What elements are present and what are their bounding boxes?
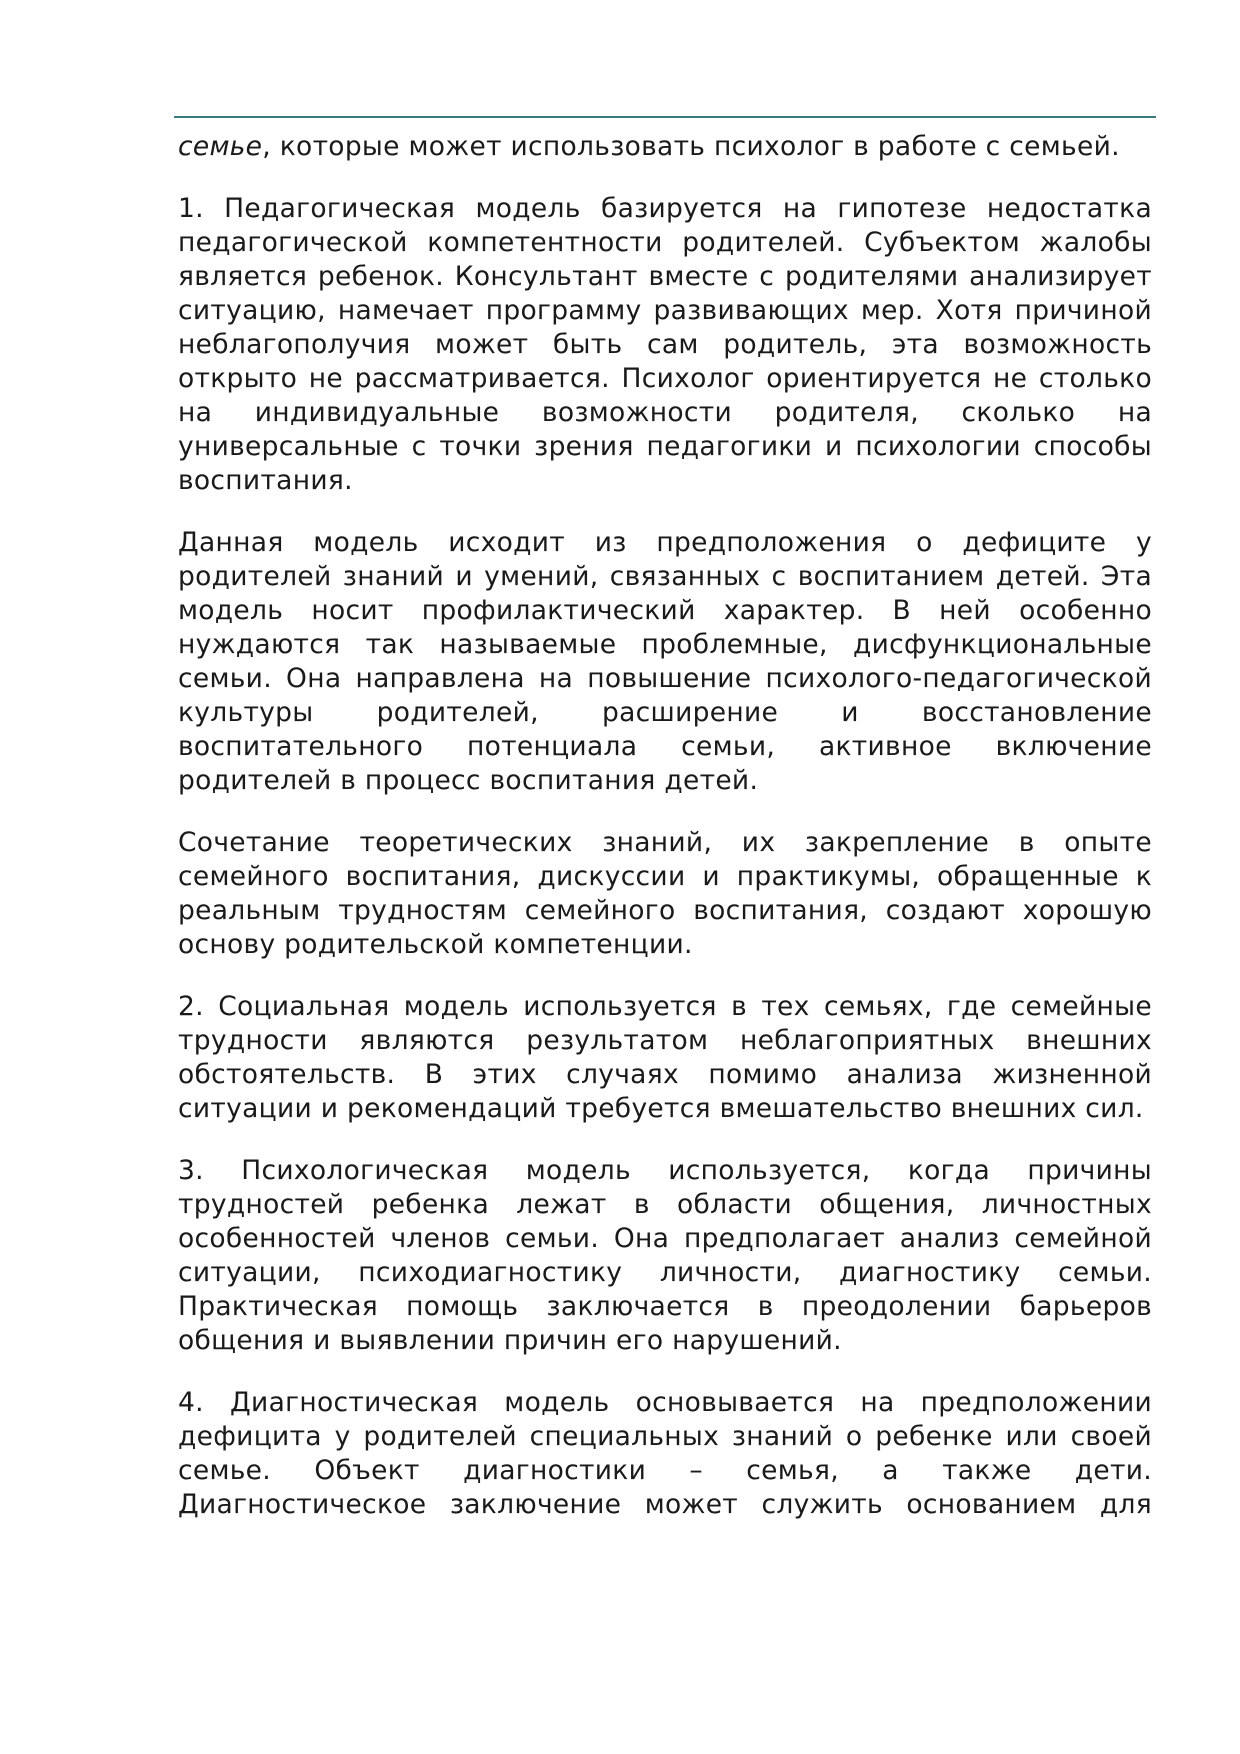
header-divider	[174, 116, 1156, 118]
paragraph-pedagogical-model: 1. Педагогическая модель базируется на гипотезе недостатка педагогической компетентности родителей. Субъектом жалобы является ребенок. Консультант вместе с родителями анализирует ситуацию, намечает программу развивающих мер. Хотя причиной неблагополучия может быть сам родитель, эта возможность открыто не рассматривается. Психолог ориентируется не столько на индивидуальные возможности родителя, сколько на универсальные с точки зрения педагогики и психологии способы воспитания.	[178, 193, 1152, 496]
continuation-paragraph	[178, 130, 1152, 164]
paragraph-diagnostic-model: 4. Диагностическая модель основывается на предположении дефицита у родителей специальных знаний о ребенке или своей семье. Объект диагностики – семья, а также дети. Диагностическое заключение может служить основанием для	[178, 1387, 1152, 1520]
paragraph-model-description: Данная модель исходит из предположения о дефиците у родителей знаний и умений, связанных с воспитанием детей. Эта модель носит профилактический характер. В ней особенно нуждаются так называемые проблемные, дисфункциональные семьи. Она направлена на повышение психолого-педагогической культуры родителей, расширение и восстановление воспитательного потенциала семьи, активное включение родителей в процесс воспитания детей.	[178, 527, 1152, 796]
continuation-text: , которые может использовать психолог в работе с семьей.	[262, 131, 1120, 162]
paragraph-competence: Сочетание теоретических знаний, их закрепление в опыте семейного воспитания, дискуссии и практикумы, обращенные к реальным трудностям семейного воспитания, создают хорошую основу родительской компетенции.	[178, 827, 1152, 960]
body-text	[178, 130, 1152, 1550]
paragraph-social-model: 2. Социальная модель используется в тех семьях, где семейные трудности являются результатом неблагоприятных внешних обстоятельств. В этих случаях помимо анализа жизненной ситуации и рекомендаций требуется вмешательство внешних сил.	[178, 991, 1152, 1124]
paragraph-psychological-model: 3. Психологическая модель используется, когда причины трудностей ребенка лежат в области общения, личностных особенностей членов семьи. Она предполагает анализ семейной ситуации, психодиагностику личности, диагностику семьи. Практическая помощь заключается в преодолении барьеров общения и выявлении причин его нарушений.	[178, 1155, 1152, 1356]
italic-lead-word: семье	[178, 131, 263, 162]
